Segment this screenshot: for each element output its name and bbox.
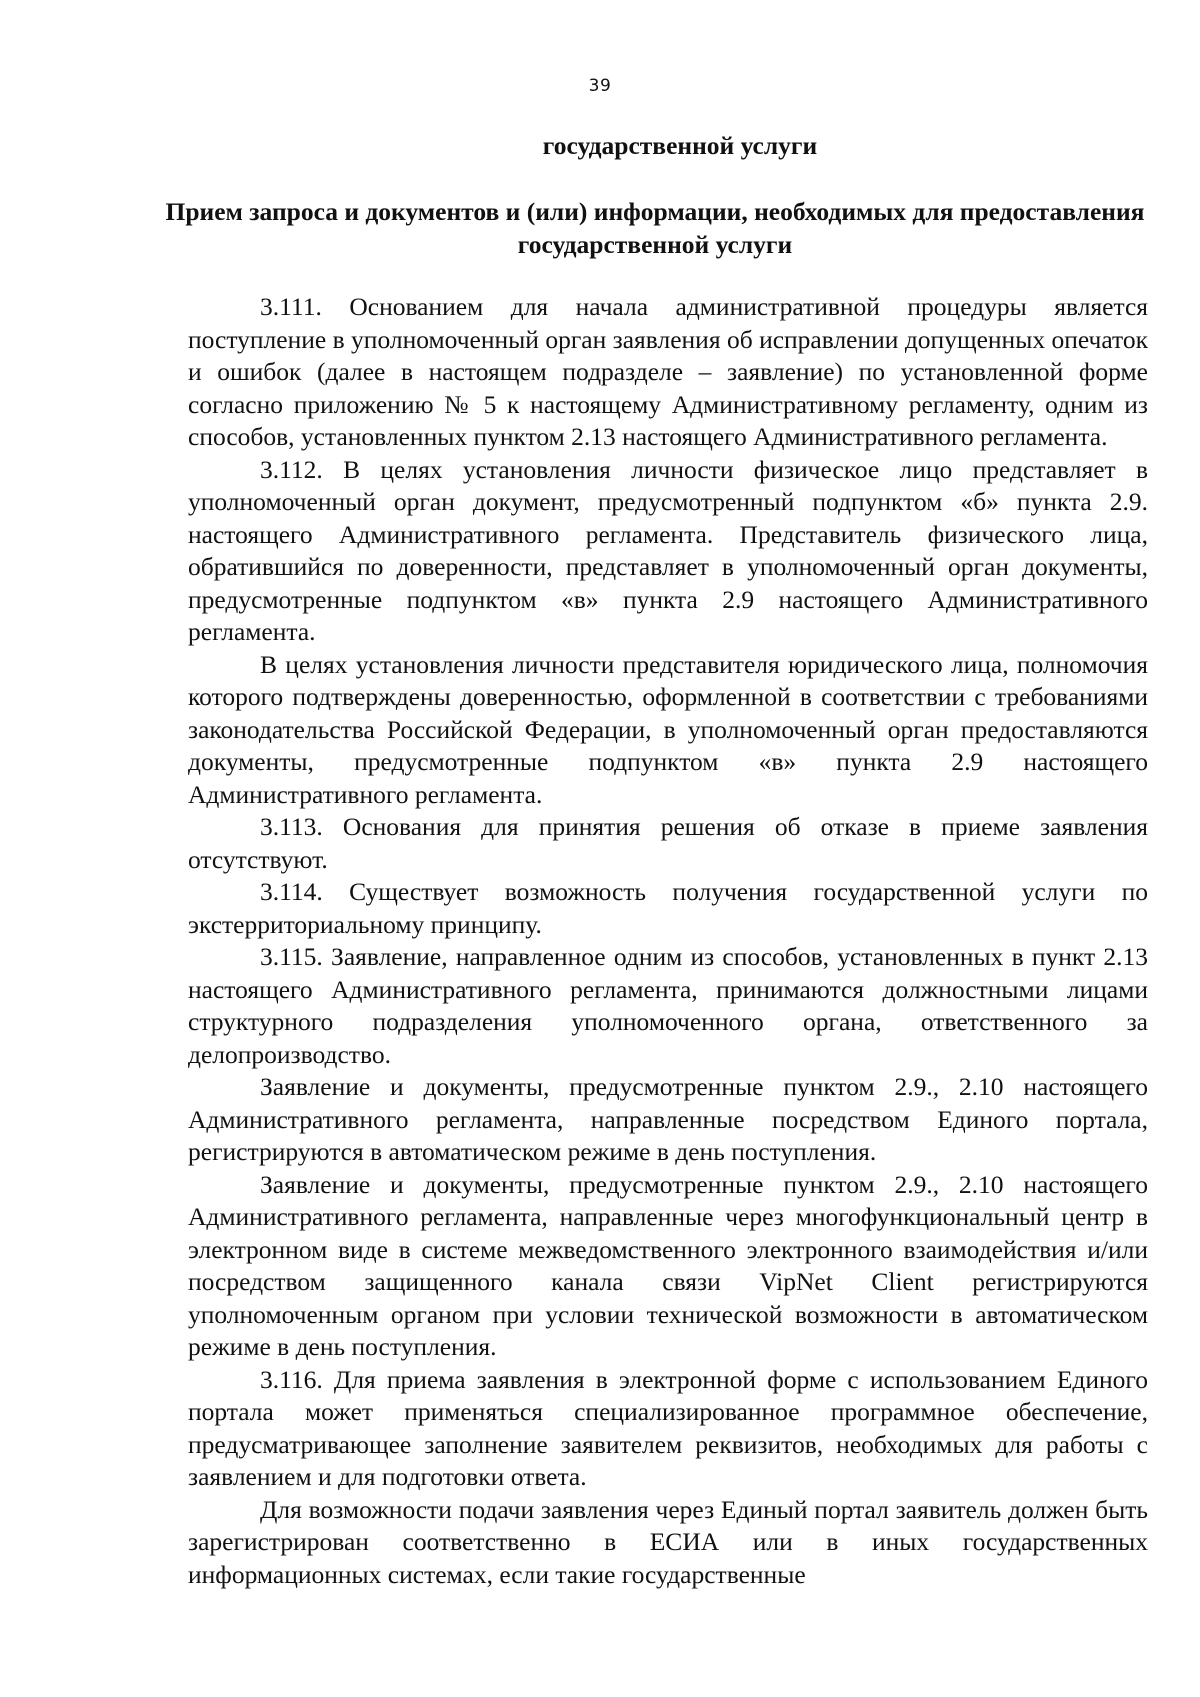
paragraph-3-113: 3.113. Основания для принятия решения об отказе в приеме заявления отсутствуют. [188,812,1148,874]
paragraph-3-114: 3.114. Существует возможность получения государственной услуги по экстерриториальному принципу. [188,877,1148,939]
paragraph-3-116: 3.116. Для приема заявления в электронной форме с использованием Единого портала может применяться специализированное программное обеспечение, предусматривающее заполнение заявителем реквизитов, необходимых для работы с заявлением и для подготовки ответа. [188,1364,1148,1491]
subsection-heading: Прием запроса и документов и (или) информации, необходимых для предоставления государственной услуги [165,197,1145,259]
paragraph-3-115: 3.115. Заявление, направленное одним из способов, установленных в пункт 2.13 настоящего Административного регламента, принимаются должностными лицами структурного подразделения уполномоченного органа, ответственного за делопроизводство. [188,942,1148,1069]
paragraph-esia-requirement: Для возможности подачи заявления через Единый портал заявитель должен быть зарегистрирован соответственно в ЕСИА или в иных государственных информационных системах, если такие государственные [188,1494,1148,1589]
body-text [188,291,1148,1591]
paragraph-portal-registration: Заявление и документы, предусмотренные пунктом 2.9., 2.10 настоящего Административного регламента, направленные посредством Единого портала, регистрируются в автоматическом режиме в день поступления. [188,1072,1148,1166]
paragraph-3-111: 3.111. Основанием для начала административной процедуры является поступление в уполномоченный орган заявления об исправлении допущенных опечаток и ошибок (далее в настоящем подразделе – заявление) по установленной форме согласно приложению № 5 к настоящему Административному регламенту, одним из способов, установленных пунктом 2.13 настоящего Административного регламента. [188,292,1148,451]
paragraph-mfc-registration: Заявление и документы, предусмотренные пунктом 2.9., 2.10 настоящего Административного регламента, направленные через многофункциональный центр в электронном виде в системе межведомственного электронного взаимодействия и/или посредством защищенного канала связи VipNet Client регистрируются уполномоченным органом при условии технической возможности в автоматическом режиме в день поступления. [188,1169,1148,1361]
section-heading-continued: государственной услуги [542,131,818,160]
page-number: 39 [588,76,612,96]
paragraph-3-112: 3.112. В целях установления личности физическое лицо представляет в уполномоченный орган документ, предусмотренный подпунктом «б» пункта 2.9. настоящего Административного регламента. Представитель физического лица, обратившийся по доверенности, представляет в уполномоченный орган документы, предусмотренные подпунктом «в» пункта 2.9 настоящего Административного регламента. [188,454,1148,646]
paragraph-legal-entity-identity: В целях установления личности представителя юридического лица, полномочия которого подтверждены доверенностью, оформленной в соответствии с требованиями законодательства Российской Федерации, в уполномоченный орган предоставляются документы, предусмотренные подпунктом «в» пункта 2.9 настоящего Административного регламента. [188,649,1148,809]
